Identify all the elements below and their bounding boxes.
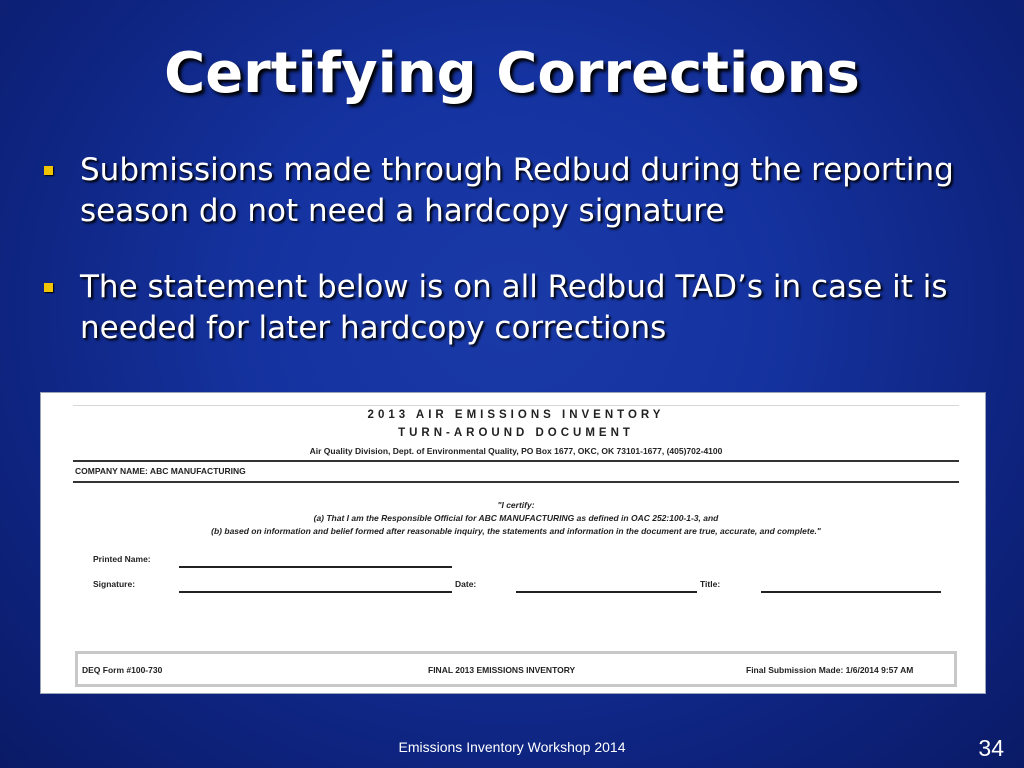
signature-line — [179, 591, 452, 593]
bullet-text: Submissions made through Redbud during the reporting season do not need a hardcopy signature — [80, 152, 954, 229]
slide-title: Certifying Corrections — [164, 41, 860, 106]
page-number: 34 — [978, 735, 1004, 761]
document-divider — [73, 460, 959, 462]
printed-name-line — [179, 566, 452, 568]
square-bullet-icon — [44, 166, 53, 175]
certify-clause-b: (b) based on information and belief formed after reasonable inquiry, the statements and information in the document are true, accurate, and complete." — [211, 526, 821, 536]
bullet-list — [40, 150, 990, 384]
document-heading: 2013 AIR EMISSIONS INVENTORY — [367, 409, 665, 421]
title-line — [761, 591, 941, 593]
bullet-item — [40, 267, 990, 349]
bullet-item — [40, 150, 990, 232]
document-address: Air Quality Division, Dept. of Environmental Quality, PO Box 1677, OKC, OK 73101-1677, (405)702-4100 — [309, 446, 723, 456]
form-number: DEQ Form #100-730 — [82, 665, 163, 675]
document-subheading: TURN-AROUND DOCUMENT — [398, 427, 634, 439]
submission-timestamp: Final Submission Made: 1/6/2014 9:57 AM — [746, 665, 914, 675]
document-footer — [75, 651, 957, 687]
date-line — [516, 591, 697, 593]
bullet-text: The statement below is on all Redbud TAD’s in case it is needed for later hardcopy corrections — [80, 269, 948, 346]
certify-heading: "I certify: — [497, 500, 535, 510]
tad-document-image — [40, 392, 986, 694]
date-label: Date: — [455, 579, 477, 589]
printed-name-label: Printed Name: — [93, 554, 151, 564]
document-divider — [73, 481, 959, 483]
company-name: COMPANY NAME: ABC MANUFACTURING — [75, 466, 246, 476]
tad-document-content — [73, 399, 959, 687]
square-bullet-icon — [44, 283, 53, 292]
certify-clause-a: (a) That I am the Responsible Official for ABC MANUFACTURING as defined in OAC 252:100-1-3, and — [313, 513, 719, 523]
footer-center-text: FINAL 2013 EMISSIONS INVENTORY — [428, 665, 576, 675]
title-label: Title: — [700, 579, 721, 589]
signature-label: Signature: — [93, 579, 136, 589]
slide-footer: Emissions Inventory Workshop 2014 — [398, 739, 626, 755]
document-top-divider — [73, 405, 959, 406]
